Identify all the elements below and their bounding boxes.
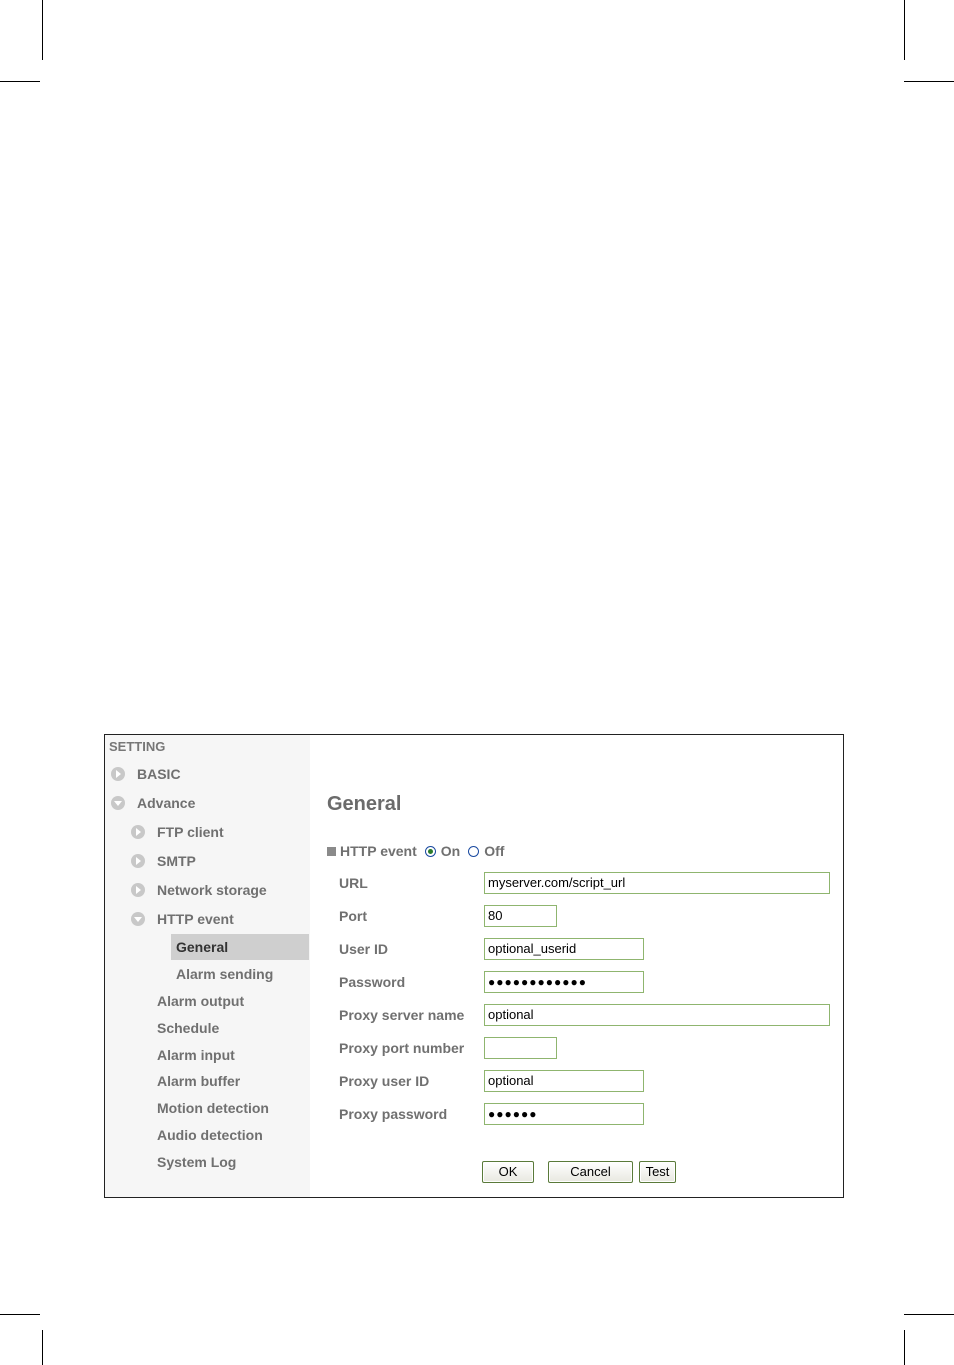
- crop-mark: [42, 1330, 43, 1365]
- crop-mark: [904, 1330, 905, 1365]
- proxy-user-id-label: Proxy user ID: [339, 1073, 430, 1089]
- arrow-right-icon: [130, 853, 146, 869]
- sidebar-item-label: SMTP: [157, 853, 196, 869]
- test-button[interactable]: Test: [639, 1161, 676, 1183]
- port-input[interactable]: 80: [484, 905, 557, 927]
- main-panel: [310, 735, 843, 1197]
- url-label: URL: [339, 875, 368, 891]
- sidebar-item-label: HTTP event: [157, 911, 234, 927]
- crop-mark: [904, 1314, 954, 1315]
- http-event-label: HTTP event: [340, 843, 417, 859]
- proxy-port-number-label: Proxy port number: [339, 1040, 465, 1056]
- sidebar-item-label: BASIC: [137, 766, 181, 782]
- proxy-password-label: Proxy password: [339, 1106, 448, 1122]
- url-input[interactable]: myserver.com/script_url: [484, 872, 830, 894]
- sidebar-item-alarm-sending[interactable]: Alarm sending: [176, 966, 274, 982]
- port-label: Port: [339, 908, 367, 924]
- page-title: General: [327, 793, 402, 815]
- sidebar-item-alarm-input[interactable]: Alarm input: [157, 1047, 235, 1063]
- arrow-down-icon: [130, 911, 146, 927]
- http-event-toggle-row: [327, 843, 504, 863]
- http-event-on-label: On: [440, 843, 461, 859]
- settings-window: [104, 734, 844, 1198]
- sidebar-title: SETTING: [109, 739, 166, 754]
- crop-mark: [42, 0, 43, 60]
- bullet-square-icon: [327, 847, 336, 856]
- http-event-off-label: Off: [484, 843, 505, 859]
- arrow-right-icon: [130, 882, 146, 898]
- sidebar-item-audio-detection[interactable]: Audio detection: [157, 1127, 263, 1143]
- sidebar-item-label: Advance: [137, 795, 196, 811]
- http-event-off-radio[interactable]: [468, 846, 479, 857]
- proxy-port-number-input[interactable]: [484, 1037, 557, 1059]
- user-id-input[interactable]: optional_userid: [484, 938, 644, 960]
- crop-mark: [0, 81, 40, 82]
- sidebar: [105, 735, 310, 1197]
- sidebar-item-label: FTP client: [157, 824, 224, 840]
- sidebar-item-motion-detection[interactable]: Motion detection: [157, 1100, 269, 1116]
- arrow-right-icon: [110, 766, 126, 782]
- cancel-button[interactable]: Cancel: [548, 1161, 633, 1183]
- proxy-user-id-input[interactable]: optional: [484, 1070, 644, 1092]
- proxy-server-name-input[interactable]: optional: [484, 1004, 830, 1026]
- crop-mark: [904, 81, 954, 82]
- sidebar-item-system-log[interactable]: System Log: [157, 1154, 237, 1170]
- ok-button[interactable]: OK: [482, 1161, 534, 1183]
- sidebar-item-label: Network storage: [157, 882, 267, 898]
- crop-mark: [904, 0, 905, 60]
- crop-mark: [0, 1314, 40, 1315]
- arrow-down-icon: [110, 795, 126, 811]
- arrow-right-icon: [130, 824, 146, 840]
- sidebar-item-alarm-output[interactable]: Alarm output: [157, 993, 245, 1009]
- password-input[interactable]: ●●●●●●●●●●●●: [484, 971, 644, 993]
- sidebar-item-schedule[interactable]: Schedule: [157, 1020, 220, 1036]
- password-label: Password: [339, 974, 406, 990]
- http-event-on-radio[interactable]: [425, 846, 436, 857]
- proxy-server-name-label: Proxy server name: [339, 1007, 465, 1023]
- sidebar-item-alarm-buffer[interactable]: Alarm buffer: [157, 1073, 241, 1089]
- sidebar-item-general[interactable]: General: [176, 939, 229, 955]
- proxy-password-input[interactable]: ●●●●●●: [484, 1103, 644, 1125]
- user-id-label: User ID: [339, 941, 389, 957]
